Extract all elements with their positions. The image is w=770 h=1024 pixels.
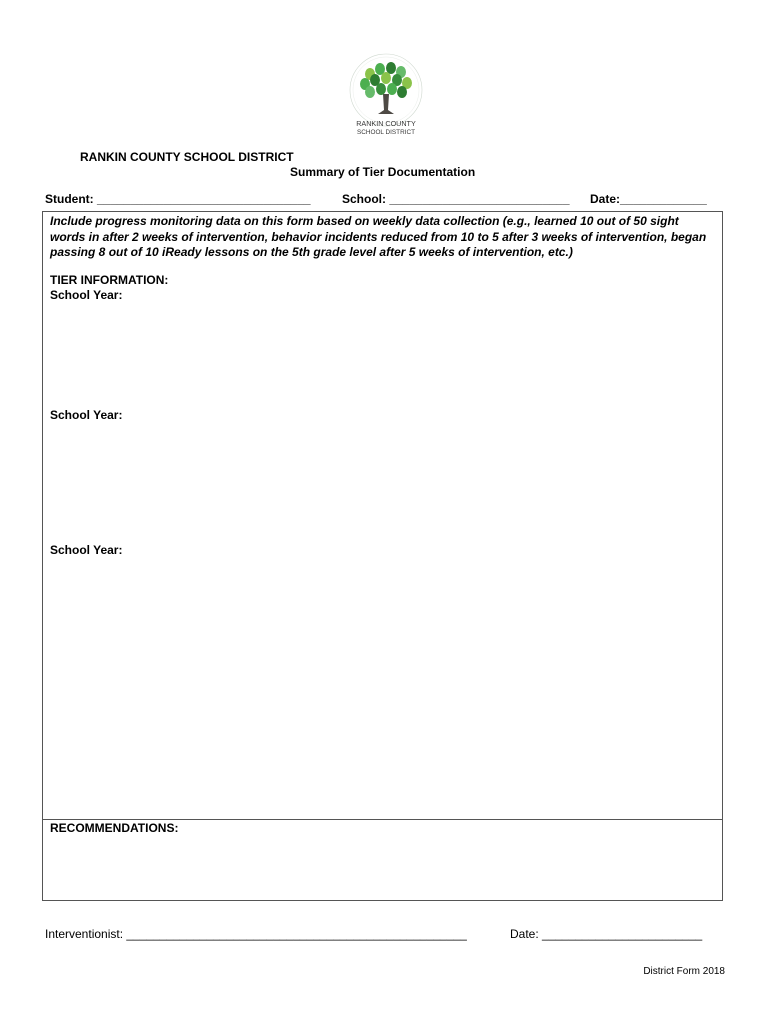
tree-canopy [360,62,412,98]
school-field[interactable]: School: ___________________________ [342,192,570,206]
school-year-label-2[interactable]: School Year: [50,408,123,422]
interventionist-field[interactable]: Interventionist: ___________________________________________________ [45,927,467,941]
tree-trunk [378,94,394,114]
instructions-text: Include progress monitoring data on this form based on weekly data collection (e.g., learned 10 out of 50 sight words in after 2 weeks of intervention, behavior incidents reduced from 10 to 5 after 3 weeks of intervention, began passing 8 out of 10 iReady lessons on the 5th grade level after 5 weeks of intervention, etc.) [50,214,707,259]
form-title: Summary of Tier Documentation [290,165,476,179]
district-logo [340,50,432,142]
tier-information-heading: TIER INFORMATION: [50,273,169,287]
svg-text:SCHOOL DISTRICT: SCHOOL DISTRICT [357,129,415,136]
school-year-label-1[interactable]: School Year: [50,288,123,302]
student-field[interactable]: Student: ________________________________ [45,192,311,206]
recommendations-divider [42,819,723,820]
form-footer-label: District Form 2018 [643,966,725,977]
documentation-box [42,211,723,901]
school-year-label-3[interactable]: School Year: [50,543,123,557]
signature-date-field[interactable]: Date: ________________________ [510,927,703,941]
district-name: RANKIN COUNTY SCHOOL DISTRICT [80,150,294,164]
recommendations-label[interactable]: RECOMMENDATIONS: [50,821,179,835]
svg-text:RANKIN COUNTY: RANKIN COUNTY [356,119,416,128]
date-field[interactable]: Date:_____________ [590,192,707,206]
